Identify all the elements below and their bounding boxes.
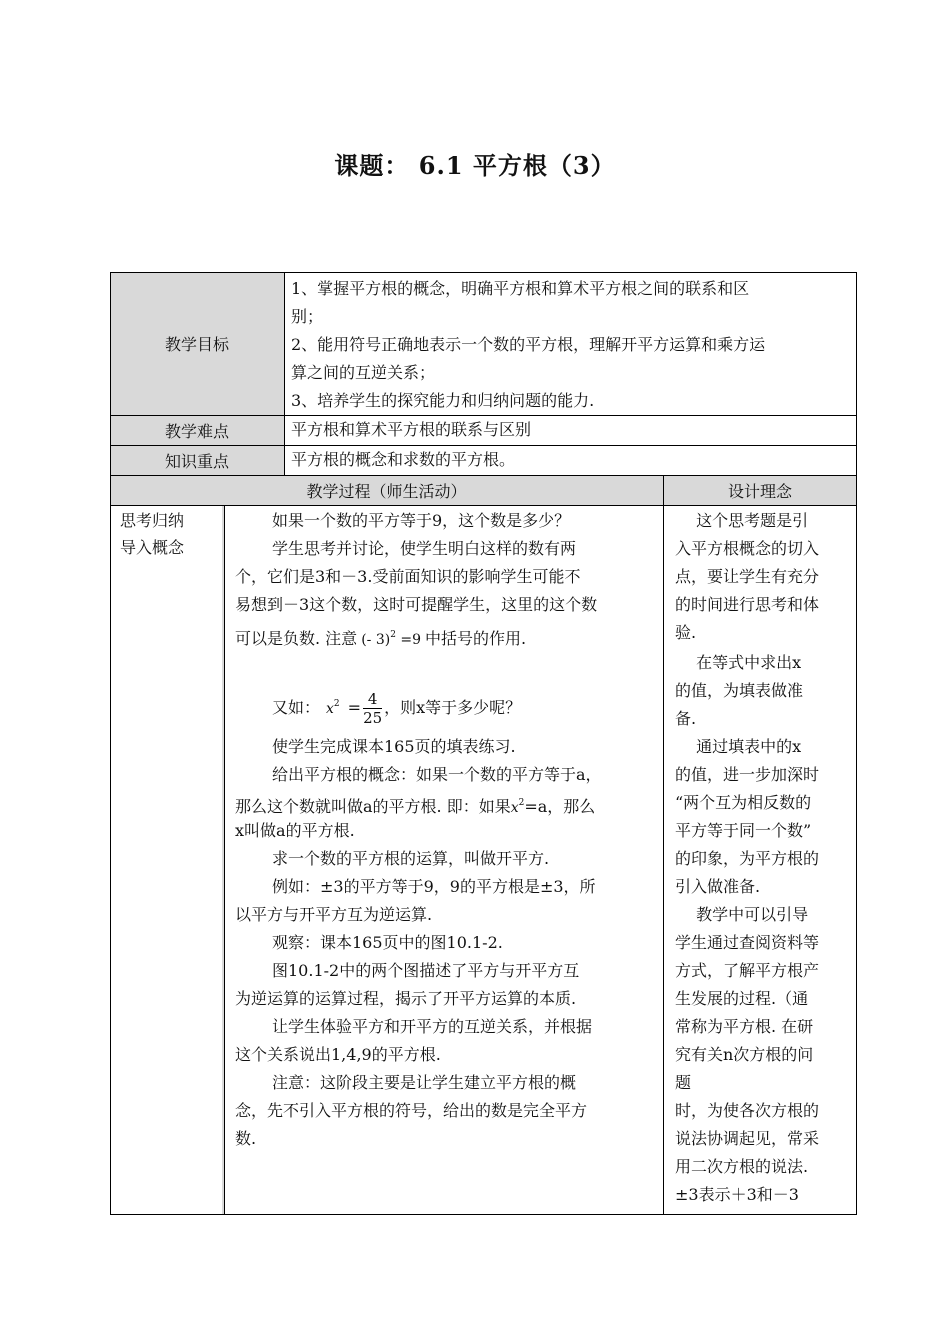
design-line: 的值，为填表做准 — [675, 681, 804, 700]
design-header: 设计理念 — [663, 475, 857, 505]
design-line: 这个思考题是引 — [675, 511, 809, 530]
process-line: x叫做a的平方根. — [235, 821, 355, 840]
goal-line: 算之间的互逆关系； — [291, 363, 436, 382]
process-line: 以平方与开平方互为逆运算. — [235, 905, 433, 924]
design-line: 究有关n次方根的问 — [675, 1045, 814, 1064]
process-line: 为逆运算的运算过程，揭示了开平方运算的本质. — [235, 989, 577, 1008]
process-line: 给出平方根的概念：如果一个数的平方等于a， — [272, 765, 602, 784]
goal-line: 2、能用符号正确地表示一个数的平方根，理解开平方运算和乘方运 — [291, 335, 766, 354]
design-line: 的时间进行思考和体 — [675, 595, 820, 614]
table-line-v-design — [663, 475, 664, 1214]
goal-line: 别； — [291, 307, 324, 326]
difficulty-label: 教学难点 — [110, 415, 284, 445]
goals-label: 教学目标 — [110, 272, 284, 415]
process-line: 使学生完成课本165页的填表练习. — [272, 737, 516, 756]
keypoint-text: 平方根的概念和求数的平方根。 — [291, 450, 516, 469]
design-line: 的印象，为平方根的 — [675, 849, 820, 868]
design-line: 入平方根概念的切入 — [675, 539, 820, 558]
process-line: 学生思考并讨论，使学生明白这样的数有两 — [272, 539, 577, 558]
design-line: 平方等于同一个数” — [675, 821, 812, 840]
table-border-top — [110, 272, 857, 273]
process-line: 让学生体验平方和开平方的互逆关系，并根据 — [272, 1017, 593, 1036]
table-border-right — [856, 272, 857, 1215]
process-line: 念，先不引入平方根的符号，给出的数是完全平方 — [235, 1101, 588, 1120]
design-line: 方式，了解平方根产 — [675, 961, 820, 980]
design-line: 学生通过查阅资料等 — [675, 933, 820, 952]
process-line-formula: 可以是负数. 注意 (- 3)$^2$ =9 中括号的作用. — [235, 629, 527, 648]
design-line: 时，为使各次方根的 — [675, 1101, 820, 1120]
stage-label-line1: 思考归纳 — [120, 511, 185, 530]
design-line: 点，要让学生有充分 — [675, 567, 820, 586]
design-line: 通过填表中的x — [675, 737, 802, 756]
design-line: 生发展的过程.（通 — [675, 989, 809, 1008]
design-line: 教学中可以引导 — [675, 905, 809, 924]
process-line: 注意：这阶段主要是让学生建立平方根的概 — [272, 1073, 577, 1092]
table-line-h3 — [110, 475, 857, 476]
fraction-4-over-25: $\frac{4}{25}$ — [363, 690, 383, 727]
design-line: 题 — [675, 1073, 692, 1092]
design-line: ±3表示＋3和－3 — [675, 1185, 799, 1204]
table-border-bottom — [110, 1214, 857, 1215]
process-line: 例如：±3的平方等于9，9的平方根是±3，所 — [272, 877, 596, 896]
formula-neg3-squared: (- 3)$^2$ =9 — [361, 630, 422, 648]
process-line: 观察：课本165页中的图10.1-2. — [272, 933, 503, 952]
process-line-fraction: 又如： $x^2$ = $\frac{4}{25}$ ，则x等于多少呢？ — [272, 690, 522, 727]
design-line: 引入做准备. — [675, 877, 761, 896]
design-line: 的值，进一步加深时 — [675, 765, 820, 784]
design-line: 验. — [675, 623, 697, 642]
process-line-x2: 那么这个数就叫做a的平方根. 即：如果$x^2=a$，那么 — [235, 797, 596, 816]
goal-line: 3、培养学生的探究能力和归纳问题的能力. — [291, 391, 595, 410]
keypoint-label: 知识重点 — [110, 445, 284, 475]
table-line-v-stage — [224, 505, 225, 1214]
stage-label-line2: 导入概念 — [120, 538, 185, 557]
design-line: 用二次方根的说法. — [675, 1157, 809, 1176]
process-line: 数. — [235, 1129, 257, 1148]
process-line: 图10.1-2中的两个图描述了平方与开平方互 — [272, 961, 580, 980]
goal-line: 1、掌握平方根的概念，明确平方根和算术平方根之间的联系和区 — [291, 279, 750, 298]
process-line: 求一个数的平方根的运算，叫做开平方. — [272, 849, 550, 868]
design-line: 常称为平方根. 在研 — [675, 1017, 814, 1036]
design-line: 在等式中求出x — [675, 653, 802, 672]
design-line: 备. — [675, 709, 697, 728]
process-line: 个，它们是3和－3.受前面知识的影响学生可能不 — [235, 567, 581, 586]
design-line: “两个互为相反数的 — [675, 793, 812, 812]
process-line: 易想到－3这个数，这时可提醒学生，这里的这个数 — [235, 595, 598, 614]
difficulty-text: 平方根和算术平方根的联系与区别 — [291, 420, 532, 439]
process-header: 教学过程（师生活动） — [110, 475, 663, 505]
process-line: 这个关系说出1,4,9的平方根. — [235, 1045, 441, 1064]
table-line-v-label — [284, 272, 285, 475]
process-line: 如果一个数的平方等于9，这个数是多少？ — [272, 511, 571, 530]
design-line: 说法协调起见，常采 — [675, 1129, 820, 1148]
table-border-left — [110, 272, 111, 1215]
lesson-title: 课题： 6.1 平方根（3） — [334, 151, 616, 180]
